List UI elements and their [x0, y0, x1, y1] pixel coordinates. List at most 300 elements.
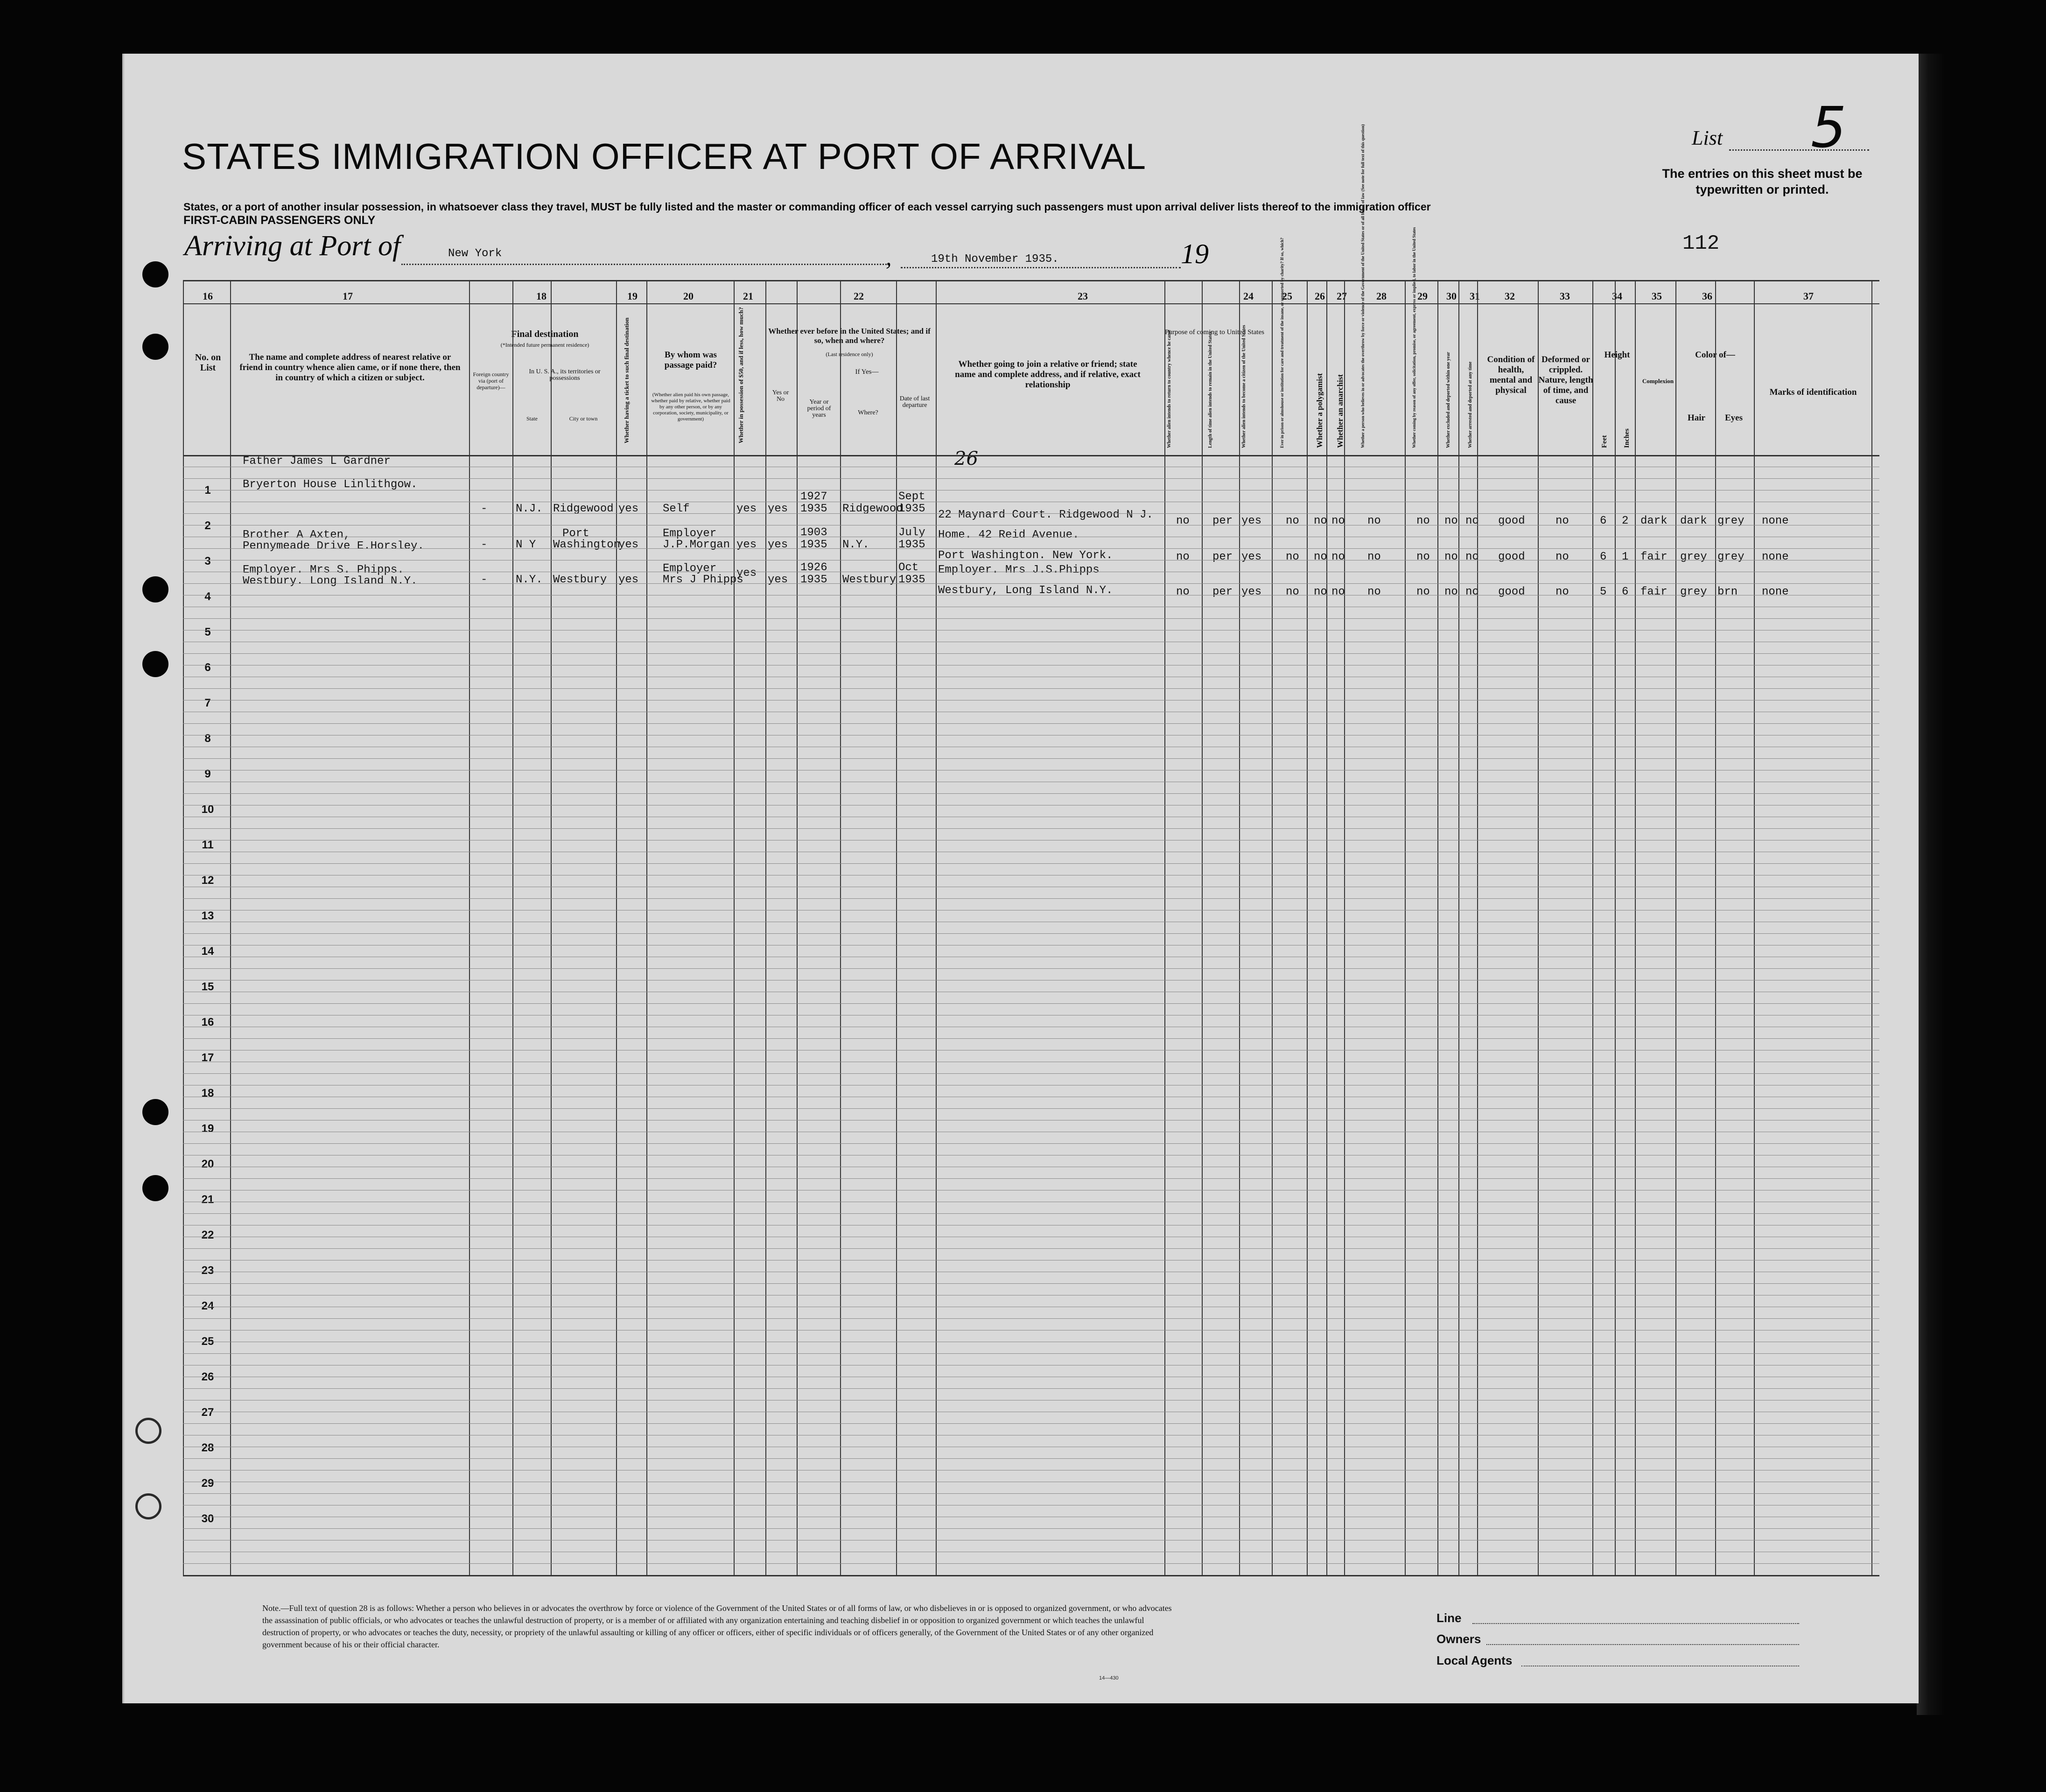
ruled-line [183, 793, 1879, 794]
header-going-to-join: Whether going to join a relative or friend; state name and complete address, and if relative, exact relationship [955, 359, 1141, 390]
grid-column-line [1326, 280, 1327, 1575]
return-value: no [1176, 551, 1190, 563]
subtitle-instructions: States, or a port of another insular possession, in whatsoever class they travel, MUST be fully listed and the master or commanding officer of each vessel carrying such passengers must upon arrival deliver lists thereof to the immigration officer [183, 201, 1431, 213]
period-end: 1935 [800, 503, 827, 515]
ruled-line [183, 1073, 1879, 1074]
ruled-line [183, 898, 1879, 899]
row-number: 9 [204, 768, 211, 780]
punch-hole [75, 1414, 101, 1440]
overthrow-value: no [1367, 515, 1381, 527]
col-num-29: 29 [1417, 290, 1428, 302]
ruled-line [183, 1353, 1879, 1354]
header-last-departure: Date of last departure [899, 395, 930, 409]
grid-column-line [1239, 280, 1240, 1575]
ruled-line [183, 1108, 1879, 1109]
grid-column-line [1477, 280, 1478, 1575]
row-number: 3 [204, 555, 211, 567]
col-num-22: 22 [854, 290, 864, 302]
arrested-value: no [1465, 586, 1479, 598]
col-num-26: 26 [1315, 290, 1325, 302]
marks-value: none [1762, 551, 1789, 563]
join-line1: 22 Maynard Court. Ridgewood N J. [938, 509, 1153, 521]
punch-hole [75, 576, 101, 602]
grid-column-line [1675, 280, 1676, 1575]
punch-hole [75, 1490, 101, 1516]
where-value: Ridgewood [842, 503, 903, 515]
ticket-value: yes [618, 574, 639, 586]
row-number: 14 [201, 945, 214, 958]
where-value: Westbury [842, 574, 897, 586]
header-inches: Inches [1623, 428, 1631, 448]
labor-value: no [1416, 586, 1430, 598]
punch-hole [142, 1175, 168, 1201]
row-number: 29 [201, 1477, 214, 1490]
separator-comma: , [886, 244, 892, 270]
page-number: 112 [1682, 232, 1720, 255]
ruled-line [183, 618, 1879, 619]
length-value: per [1212, 586, 1233, 598]
header-complexion: Complexion [1642, 378, 1674, 385]
row-number: 11 [202, 839, 214, 851]
grid-column-line [1615, 280, 1616, 1575]
before-value: yes [768, 574, 788, 586]
col-num-16: 16 [203, 290, 213, 302]
header-overthrow: Whether a person who believes in or advocates the overthrow by force or violence of the Government of the United States or of all forms of law (See note for full text of this question) [1360, 124, 1365, 448]
hair-value: grey [1680, 551, 1707, 563]
row-number: 12 [201, 874, 214, 887]
line-label: Line [1436, 1611, 1462, 1625]
ruled-line [183, 1283, 1879, 1284]
punch-hole [142, 651, 168, 677]
ruled-line [183, 1563, 1879, 1564]
eyes-value: grey [1717, 551, 1745, 563]
header-city: City or town [569, 415, 598, 422]
binding-edge [1917, 54, 1945, 1715]
header-marks: Marks of identification [1769, 387, 1857, 397]
period-start: 1926 [800, 561, 827, 574]
row-number: 17 [201, 1051, 214, 1064]
arrested-value: no [1465, 551, 1479, 563]
relative-address: Westbury. Long Island N.Y. [243, 575, 418, 588]
col-num-37: 37 [1803, 290, 1814, 302]
owners-field [1486, 1644, 1799, 1645]
ruled-line [183, 1528, 1879, 1529]
feet-value: 6 [1600, 551, 1607, 563]
before-value: yes [768, 539, 788, 551]
labor-value: no [1416, 515, 1430, 527]
col-num-20: 20 [683, 290, 694, 302]
row-number: 2 [204, 519, 211, 532]
foreign-port: - [481, 539, 488, 551]
punch-hole [142, 334, 168, 360]
col-num-27: 27 [1337, 290, 1347, 302]
foreign-port: - [481, 503, 488, 515]
deformed-value: no [1556, 551, 1569, 563]
deformed-value: no [1556, 586, 1569, 598]
health-value: good [1498, 515, 1525, 527]
header-arrested: Whether arrested and deported at any time [1468, 361, 1473, 448]
owners-label: Owners [1436, 1632, 1481, 1646]
ruled-line [183, 513, 1879, 514]
row-number: 15 [201, 980, 214, 993]
header-eyes: Eyes [1725, 413, 1743, 423]
paid-by-line1: Employer [663, 527, 717, 540]
header-hair: Hair [1688, 413, 1705, 423]
row-number: 22 [201, 1229, 214, 1241]
header-ticket: Whether having a ticket to such final destination [623, 317, 630, 443]
grid-column-line [840, 280, 841, 1575]
eyes-value: brn [1717, 586, 1738, 598]
ruled-line [183, 863, 1879, 864]
header-labor-offer: Whether coming by reason of any offer, solicitation, promise, or agreement, express or implied, to labor in the United States [1412, 227, 1416, 448]
deformed-value: no [1556, 515, 1569, 527]
line-field [1472, 1623, 1799, 1624]
ruled-line [183, 1213, 1879, 1214]
polygamist-value: no [1314, 515, 1327, 527]
grid-column-line [734, 280, 735, 1575]
grid-column-line [1635, 280, 1636, 1575]
ruled-line [183, 723, 1879, 724]
ruled-line [183, 933, 1879, 934]
row-number: 16 [201, 1016, 214, 1029]
anarchist-value: no [1331, 515, 1345, 527]
grid-header-line [183, 455, 1879, 456]
ruled-line [183, 758, 1879, 759]
ruled-line [183, 548, 1879, 549]
overthrow-value: no [1367, 551, 1381, 563]
health-value: good [1498, 586, 1525, 598]
grid-header-line [183, 303, 1879, 304]
grid-column-line [797, 280, 798, 1575]
marks-value: none [1762, 515, 1789, 527]
inches-value: 2 [1622, 515, 1629, 527]
polygamist-value: no [1314, 586, 1327, 598]
row-number: 26 [201, 1371, 214, 1383]
destination-state: N.Y. [516, 574, 543, 586]
join-line1: Employer. Mrs J.S.Phipps [938, 564, 1100, 576]
header-state: State [526, 415, 538, 422]
header-usa: In U. S. A., its territories or possessions [529, 368, 601, 382]
ruled-line [183, 688, 1879, 689]
row-number: 24 [201, 1300, 214, 1312]
row-number: 25 [201, 1335, 214, 1348]
ruled-line [183, 1003, 1879, 1004]
punch-hole [135, 1493, 161, 1519]
header-period: Year or period of years [807, 399, 831, 419]
feet-value: 5 [1600, 586, 1607, 598]
departure-year: 1935 [898, 574, 925, 586]
grid-column-line [1307, 280, 1308, 1575]
header-yes-no: Yes or No [772, 389, 789, 403]
grid-column-line [1164, 280, 1165, 1575]
ruled-line [183, 1318, 1879, 1319]
join-line2: Port Washington. New York. [938, 549, 1113, 562]
row-number: 8 [204, 732, 211, 745]
ruled-line [183, 1143, 1879, 1144]
departure-month: July [898, 526, 925, 539]
subtitle-class: FIRST-CABIN PASSENGERS ONLY [183, 214, 376, 227]
excluded-value: no [1444, 551, 1458, 563]
grid-column-line [469, 280, 470, 1575]
col-num-24: 24 [1243, 290, 1254, 302]
arriving-label: Arriving at Port of [184, 230, 401, 262]
header-feet: Feet [1601, 435, 1608, 448]
form-code: 14—430 [1099, 1675, 1119, 1681]
paid-by: J.P.Morgan [663, 539, 730, 551]
punch-hole [75, 261, 101, 287]
grid-column-line [1202, 280, 1203, 1575]
col-num-32: 32 [1505, 290, 1515, 302]
header-foreign-country: Foreign country via (port of departure)— [473, 371, 509, 391]
where-value: N.Y. [842, 539, 869, 551]
period-start: 1927 [800, 490, 827, 503]
destination-state: N.J. [516, 503, 543, 515]
row-number: 21 [201, 1193, 214, 1206]
punch-hole [142, 576, 168, 602]
paid-by: Self [663, 503, 690, 515]
anarchist-value: no [1331, 586, 1345, 598]
col-num-31: 31 [1470, 290, 1480, 302]
arrival-date: 19th November 1935. [931, 253, 1059, 266]
eyes-value: grey [1717, 515, 1745, 527]
punch-hole [75, 1175, 101, 1201]
header-where: Where? [858, 409, 878, 416]
header-deformed: Deformed or crippled. Nature, length of time, and cause [1538, 355, 1593, 406]
destination-city: Westbury [553, 574, 607, 586]
col-num-33: 33 [1560, 290, 1570, 302]
grid-column-line [896, 280, 897, 1575]
header-passage: By whom was passage paid? [664, 350, 717, 370]
port-value: New York [448, 247, 502, 260]
header-height: Height [1604, 350, 1630, 360]
ruled-line [183, 828, 1879, 829]
return-value: no [1176, 515, 1190, 527]
grid-column-line [616, 280, 617, 1575]
year-prefix: 19 [1181, 238, 1209, 269]
col-num-30: 30 [1446, 290, 1457, 302]
header-length-of-stay: Length of time alien intends to remain in the United States [1208, 331, 1213, 448]
citizen-value: yes [1241, 551, 1262, 563]
overthrow-value: no [1367, 586, 1381, 598]
grid-column-line [230, 280, 231, 1575]
header-anarchist: Whether an anarchist [1336, 374, 1345, 448]
col-num-19: 19 [627, 290, 638, 302]
ruled-line [183, 1248, 1879, 1249]
col-num-17: 17 [343, 290, 353, 302]
hair-value: dark [1680, 515, 1707, 527]
ruled-line [183, 1458, 1879, 1459]
destination-city: Ridgewood [553, 503, 614, 515]
header-health: Condition of health, mental and physical [1487, 355, 1535, 395]
ticket-value: yes [618, 539, 639, 551]
labor-value: no [1416, 551, 1430, 563]
header-before: Whether ever before in the United States; and if so, when and where? [768, 327, 931, 345]
ruled-line [183, 1423, 1879, 1424]
header-final-destination-sub: (*Intended future permanent residence) [500, 342, 589, 348]
paid-by: Mrs J Phipps [663, 574, 743, 586]
grid-column-line [1754, 280, 1755, 1575]
grid-column-line [1405, 280, 1406, 1575]
ruled-line [183, 1038, 1879, 1039]
header-before-sub: (Last residence only) [826, 351, 873, 357]
header-prison: Ever in prison or almshouse or institution for care and treatment of the insane, or supported by charity? If so, which? [1280, 238, 1284, 448]
date-line [901, 267, 1181, 268]
destination-city-prefix: Port [562, 527, 589, 540]
footer-note: Note.—Full text of question 28 is as follows: Whether a person who believes in or advocates the overthrow by force or violence of the Government of the United States or of all forms of law, or who disbelieves in or is opposed to organized government, or who advocates the assassination of public officials, or who advocates or teaches the unlawful destruction of property, or is a member of or affiliated with any organization entertaining and teaching disbelief in or opposition to organized government or which teaches the unlawful destruction of property, or who advocates or teaches the duty, necessity, or propriety of the unlawful assaulting or killing of any officer or officers, either of specific individuals or of officers generally, of the Government of the United States or of any other organized government because of his or their official character. [262, 1603, 1172, 1649]
punch-hole [75, 1099, 101, 1125]
arrested-value: no [1465, 515, 1479, 527]
punch-hole [142, 261, 168, 287]
citizen-value: yes [1241, 515, 1262, 527]
excluded-value: no [1444, 515, 1458, 527]
ruled-line [183, 1178, 1879, 1179]
list-number: 5 [1811, 96, 1847, 161]
row-number: 30 [201, 1512, 214, 1525]
complexion-value: fair [1640, 551, 1668, 563]
row-number: 20 [201, 1158, 214, 1170]
grid-column-line [936, 280, 937, 1575]
row-number: 10 [201, 803, 214, 816]
inches-value: 6 [1622, 586, 1629, 598]
grid-column-line [1538, 280, 1539, 1575]
length-value: per [1212, 551, 1233, 563]
ruled-line [183, 1388, 1879, 1389]
header-polygamist: Whether a polygamist [1315, 373, 1324, 448]
money-value: yes [736, 539, 757, 551]
relative-name: Father James L Gardner [243, 455, 391, 468]
prison-value: no [1286, 551, 1299, 563]
prison-value: no [1286, 515, 1299, 527]
header-no-on-list: No. on List [195, 352, 221, 373]
join-line1: Home. 42 Reid Avenue. [938, 529, 1079, 541]
grid-column-line [1344, 280, 1345, 1575]
health-value: good [1498, 551, 1525, 563]
list-line [1729, 149, 1869, 151]
anarchist-value: no [1331, 551, 1345, 563]
header-excluded: Whether excluded and deported within one year [1446, 352, 1451, 448]
grid-column-line [1592, 280, 1593, 1575]
relative-address: Bryerton House Linlithgow. [243, 478, 418, 491]
inches-value: 1 [1622, 551, 1629, 563]
punch-hole [142, 1099, 168, 1125]
grid-column-line [1715, 280, 1716, 1575]
prison-value: no [1286, 586, 1299, 598]
header-relative: The name and complete address of nearest relative or friend in country whence alien came, or if none there, then in country of which a citizen or subject. [239, 352, 461, 383]
punch-hole [75, 651, 101, 677]
departure-year: 1935 [898, 539, 925, 551]
row-number: 5 [204, 626, 211, 638]
row-number: 27 [201, 1406, 214, 1419]
grid-column-line [1272, 280, 1273, 1575]
grid-bottom-line [183, 1575, 1879, 1576]
ticket-value: yes [618, 503, 639, 515]
relative-address: Pennymeade Drive E.Horsley. [243, 540, 424, 553]
destination-city: Washington [553, 539, 621, 551]
grid-column-line [765, 280, 766, 1575]
departure-month: Sept [898, 490, 925, 503]
complexion-value: dark [1640, 515, 1668, 527]
grid-header-line [183, 280, 1879, 281]
marks-value: none [1762, 586, 1789, 598]
punch-hole [75, 334, 101, 360]
period-start: 1903 [800, 526, 827, 539]
departure-year: 1935 [898, 503, 925, 515]
header-citizen: Whether alien intends to become a citizen of the United States [1241, 325, 1247, 448]
row-number: 19 [201, 1122, 214, 1135]
ruled-line [183, 653, 1879, 654]
col-num-28: 28 [1376, 290, 1387, 302]
grid-column-line [551, 280, 552, 1575]
list-note: The entries on this sheet must be typewritten or printed. [1662, 167, 1863, 196]
col-num-23: 23 [1078, 290, 1088, 302]
grid-column-line [512, 280, 513, 1575]
row-number: 7 [204, 697, 211, 709]
punch-hole [135, 1418, 161, 1444]
header-color: Color of— [1695, 350, 1735, 360]
ruled-line [183, 478, 1879, 479]
citizen-value: yes [1241, 586, 1262, 598]
before-value: yes [768, 503, 788, 515]
ruled-line [183, 968, 1879, 969]
feet-value: 6 [1600, 515, 1607, 527]
col-num-21: 21 [743, 290, 753, 302]
ruled-line [183, 1493, 1879, 1494]
list-label: List [1692, 126, 1723, 149]
port-line [401, 264, 887, 265]
money-value: yes [736, 567, 757, 580]
grid-column-line [1871, 280, 1872, 1575]
col-num-34: 34 [1612, 290, 1622, 302]
col-num-36: 36 [1702, 290, 1712, 302]
period-end: 1935 [800, 539, 827, 551]
grid-column-line [1458, 280, 1459, 1575]
complexion-value: fair [1640, 586, 1668, 598]
header-return: Whether alien intends to return to country whence he came [1167, 329, 1172, 448]
handwritten-mark: 26 [954, 448, 978, 469]
col-num-35: 35 [1652, 290, 1662, 302]
col-num-18: 18 [536, 290, 547, 302]
paid-by-line1: Employer [663, 562, 717, 575]
return-value: no [1176, 586, 1190, 598]
row-number: 1 [204, 484, 211, 497]
row-number: 13 [201, 910, 214, 922]
agents-label: Local Agents [1436, 1653, 1513, 1667]
row-number: 28 [201, 1442, 214, 1454]
relative-name: Brother A Axten, [243, 529, 350, 541]
row-number: 6 [204, 661, 211, 674]
excluded-value: no [1444, 586, 1458, 598]
destination-state: N Y [516, 539, 536, 551]
departure-month: Oct [898, 561, 919, 574]
header-money: Whether in possession of $50, and if less, how much? [737, 307, 744, 443]
money-value: yes [736, 503, 757, 515]
hair-value: grey [1680, 586, 1707, 598]
length-value: per [1212, 515, 1233, 527]
join-line2: Westbury, Long Island N.Y. [938, 584, 1113, 597]
grid-column-line [183, 280, 184, 1575]
header-purpose: Purpose of coming to United States [1165, 329, 1264, 336]
page-title: STATES IMMIGRATION OFFICER AT PORT OF ARRIVAL [182, 136, 1147, 177]
header-if-yes: If Yes— [855, 368, 879, 376]
header-passage-sub: (Whether alien paid his own passage, whether paid by relative, whether paid by any other person, or by any corporation, society, municipality, or government) [651, 392, 730, 422]
header-final-destination: Final destination [511, 329, 579, 339]
row-number: 18 [201, 1087, 214, 1099]
relative-name: Employer. Mrs S. Phipps. [243, 564, 404, 576]
ruled-line [183, 583, 1879, 584]
row-number: 4 [204, 590, 211, 603]
grid-column-line [646, 280, 647, 1575]
foreign-port: - [481, 574, 488, 586]
